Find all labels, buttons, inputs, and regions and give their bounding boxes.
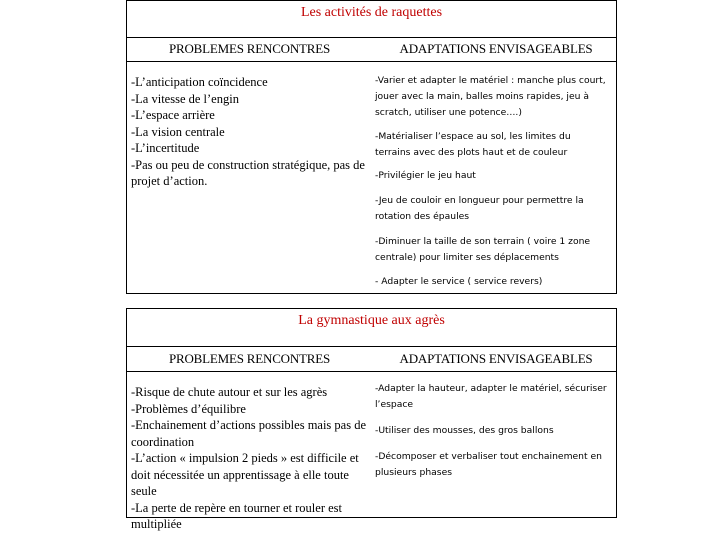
header-adaptations: ADAPTATIONS ENVISAGEABLES — [399, 41, 593, 56]
problem-item: -L’anticipation coïncidence — [131, 75, 268, 89]
problem-item: -La perte de repère en tourner et rouler est multipliée — [131, 500, 342, 531]
problem-item: -Pas ou peu de construction stratégique, pas de projet d’action. — [131, 157, 365, 188]
header-divider — [127, 61, 616, 62]
adaptation-item: -Jeu de couloir en longueur pour permettre la rotation des épaules — [375, 195, 584, 222]
header-problems: PROBLEMES RENCONTRES — [168, 351, 331, 366]
problem-item: -L’action « impulsion 2 pieds » est difficile et doit nécessitée un apprentissage à elle toute seule — [131, 451, 359, 498]
problem-item: -Risque de chute autour et sur les agrès — [131, 385, 328, 399]
problem-item: -L’espace arrière — [131, 108, 215, 122]
section-title: La gymnastique aux agrès — [127, 309, 616, 347]
header-problems: PROBLEMES RENCONTRES — [168, 41, 331, 56]
problem-item: -La vision centrale — [131, 124, 225, 139]
section-title: Les activités de raquettes — [127, 1, 616, 38]
problems-list — [131, 74, 369, 190]
problem-item: -La vitesse de l’engin — [131, 91, 239, 106]
problem-item: -L’incertitude — [131, 141, 200, 155]
header-divider — [127, 371, 616, 372]
section-raquettes — [126, 0, 617, 294]
adaptation-item: -Privilégier le jeu haut — [375, 170, 476, 181]
adaptation-item: - Adapter le service ( service revers) — [375, 276, 543, 287]
problems-list — [131, 384, 369, 533]
adaptation-item: -Décomposer et verbaliser tout enchainement en plusieurs phases — [375, 451, 603, 478]
adaptation-item: -Utiliser des mousses, des gros ballons — [375, 425, 554, 436]
adaptation-item: -Adapter la hauteur, adapter le matériel, sécuriser l’espace — [375, 383, 607, 410]
adaptation-item: -Diminuer la taille de son terrain ( voire 1 zone centrale) pour limiter ses déplacements — [375, 236, 591, 263]
problem-item: -Problèmes d’équilibre — [131, 401, 246, 416]
section-gymnastique — [126, 308, 617, 531]
problem-item: -Enchainement d’actions possibles mais pas de coordination — [131, 418, 367, 449]
adaptation-item: -Matérialiser l’espace au sol, les limites du terrains avec des plots haut et de couleur — [375, 131, 571, 158]
header-adaptations: ADAPTATIONS ENVISAGEABLES — [399, 351, 593, 366]
adaptation-item: -Varier et adapter le matériel : manche plus court, jouer avec la main, balles moins rapides, jeu à scratch, utiliser une potence….) — [375, 75, 606, 118]
